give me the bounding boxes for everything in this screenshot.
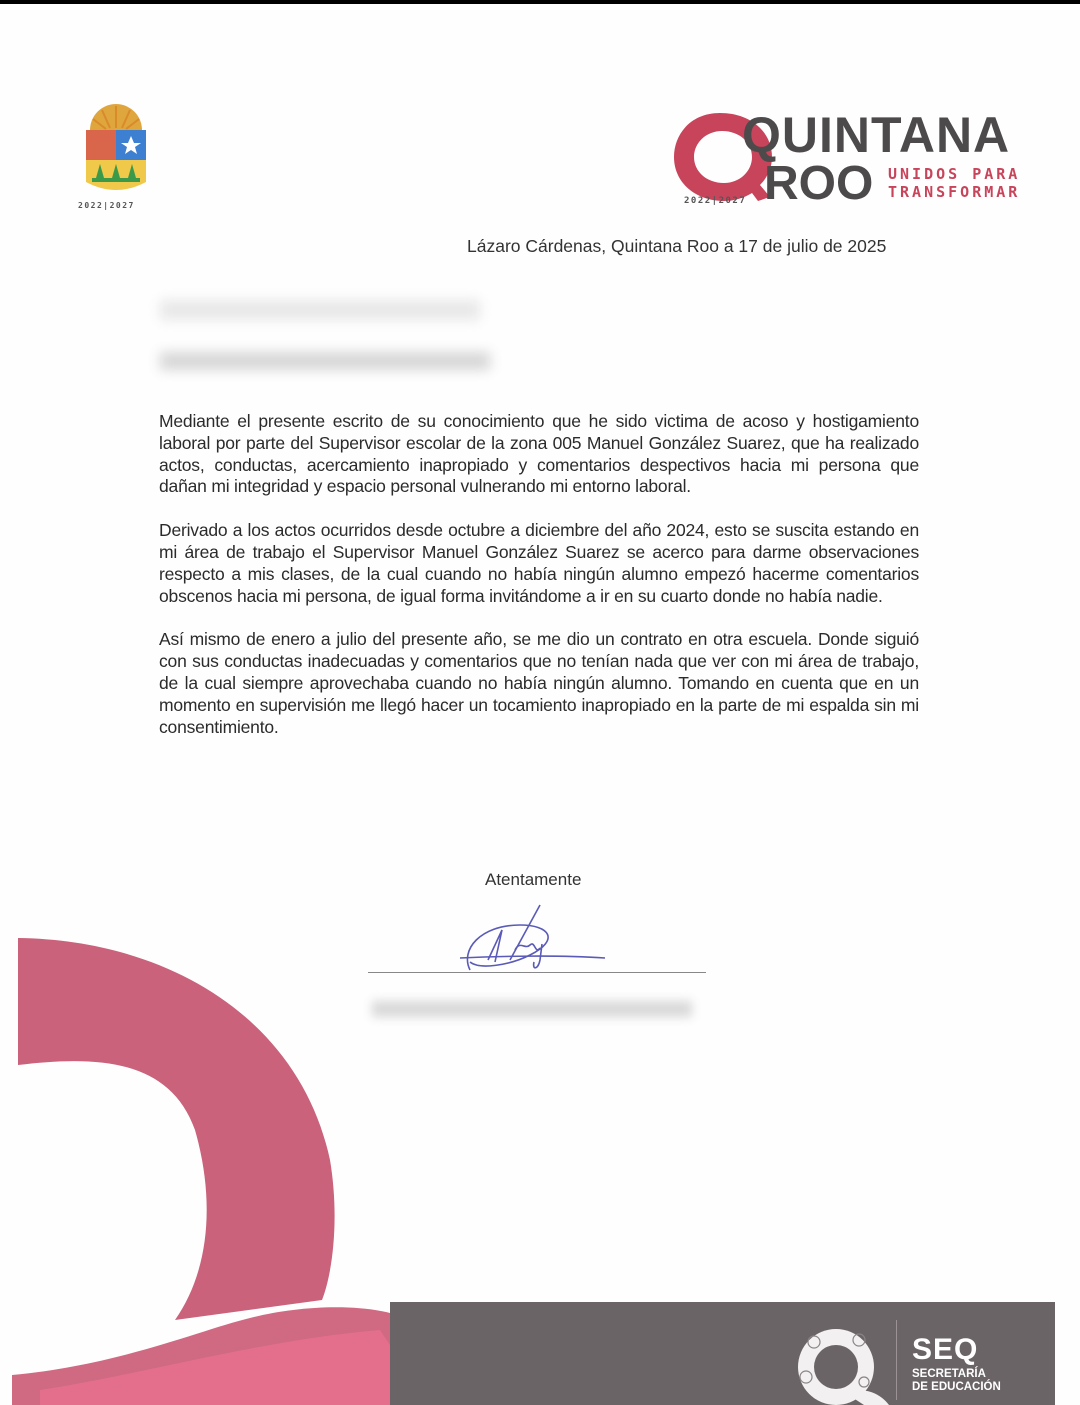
seq-emblem-icon [784, 1322, 894, 1405]
coat-years: 2022|2027 [78, 201, 135, 210]
footer-divider [896, 1320, 897, 1400]
recipient-redacted [160, 300, 500, 375]
paragraph-2: Derivado a los actos ocurridos desde octubre a diciembre del año 2024, esto se suscita estando en mi área de trabajo el Supervisor Manuel González Suarez se acerco para darme observaciones respecto a mis clases, de la cual cuando no había ningún alumno empezó hacerme comentarios obscenos hacia mi persona, de igual forma invitándome a ir en su cuarto donde no había nadie. [159, 520, 919, 606]
paragraph-3: Así mismo de enero a julio del presente año, se me dio un contrato en otra escuela. Donde siguió con sus conductas inadecuadas y comentarios que no tenían nada que ver con mi área de trabajo, de la cual siempre aprovechaba cuando no había ningún alumno. Tomando en cuenta que en un momento en supervisión me llegó hacer un tocamiento inapropiado en la parte de mi espalda sin mi consentimiento. [159, 629, 919, 737]
seq-title: SEQ [912, 1333, 979, 1366]
letter-body [159, 411, 919, 760]
seq-line-1: SECRETARÍA [912, 1368, 986, 1380]
closing: Atentamente [485, 870, 582, 889]
tagline-line-1: UNIDOS PARA [888, 165, 1021, 183]
seq-subtitle [912, 1368, 1001, 1394]
logo-years: 2022|2027 [684, 196, 747, 206]
redacted-line [160, 352, 490, 370]
tagline-line-2: TRANSFORMAR [888, 183, 1021, 201]
coat-of-arms-icon [80, 100, 152, 210]
seq-line-2: DE EDUCACIÓN [912, 1381, 1001, 1393]
top-edge-bar [0, 0, 1080, 4]
logo-tagline [888, 165, 1020, 201]
paragraph-1: Mediante el presente escrito de su conocimiento que he sido victima de acoso y hostigamiento laboral por parte del Supervisor escolar de la zona 005 Manuel González Suarez, que ha realizado actos, conductas, acercamiento inapropiado y comentarios despectivos hacia mi persona que dañan mi integridad y espacio personal vulnerando mi entorno laboral. [159, 411, 919, 497]
logo-quintana: QUINTANA [742, 107, 1011, 163]
redacted-line [160, 300, 480, 320]
logo-roo: ROO [764, 157, 874, 210]
date-line: Lázaro Cárdenas, Quintana Roo a 17 de julio de 2025 [467, 236, 887, 256]
